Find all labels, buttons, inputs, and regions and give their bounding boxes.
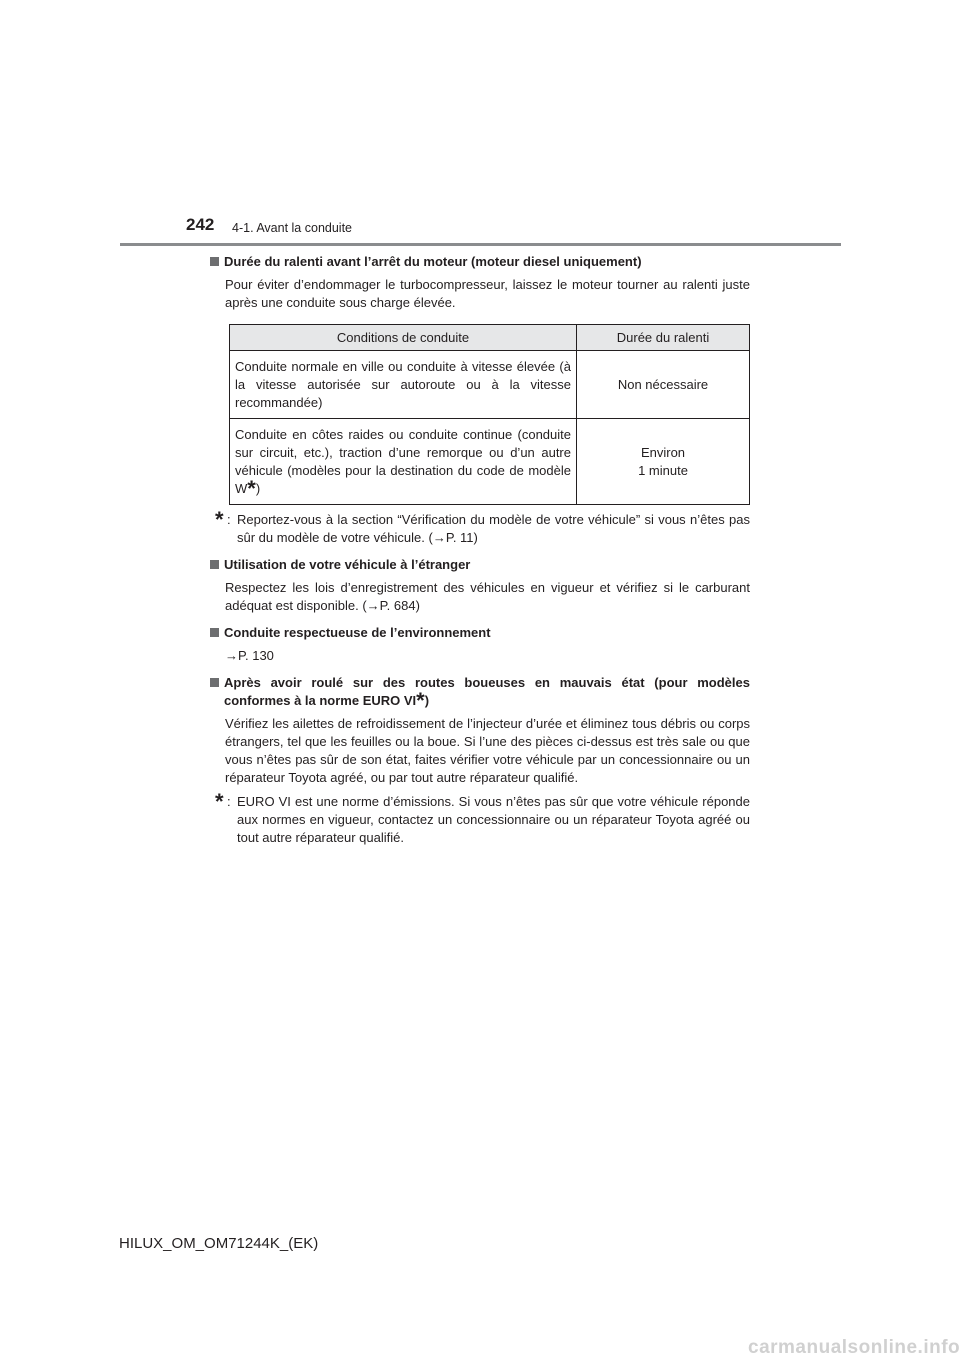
- idle-duration-table: [229, 324, 750, 505]
- footnote-star-icon: *: [215, 507, 224, 532]
- idle-paragraph: Pour éviter d’endommager le turbocompresseur, laissez le moteur tourner au ralenti juste après une conduite sous charge élevée.: [225, 277, 750, 310]
- footnote-text: Reportez-vous à la section “Vérification du modèle de votre véhicule” si vous n’êtes pas sûr du modèle de votre véhicule. (→P. 11): [237, 512, 750, 545]
- table-cell-condition: Conduite normale en ville ou conduite à vitesse élevée (à la vitesse autorisée sur autoroute ou à la vitesse recommandée): [230, 351, 577, 419]
- section-label: 4-1. Avant la conduite: [232, 221, 352, 235]
- square-bullet-icon: [210, 257, 219, 266]
- footnote-star-icon: *: [247, 476, 256, 501]
- heading-text: Après avoir roulé sur des routes boueuses en mauvais état (pour modèles conformes à la norme EURO VI: [224, 675, 750, 708]
- footnote-star-icon: *: [215, 789, 224, 814]
- table-header-duration: Durée du ralenti: [577, 325, 750, 351]
- footnote-star-icon: *: [416, 688, 425, 713]
- square-bullet-icon: [210, 678, 219, 687]
- heading-text: Durée du ralenti avant l’arrêt du moteur (moteur diesel uniquement): [224, 254, 642, 269]
- condition-text: Conduite en côtes raides ou conduite continue (conduite sur circuit, etc.), traction d’une remorque ou d’un autre véhicule (modèles pour la destination du code de modèle W: [235, 427, 571, 496]
- footnote-colon: :: [227, 794, 231, 809]
- header-rule: [120, 243, 841, 246]
- table-cell-duration: Non nécessaire: [577, 351, 750, 419]
- table-row: [230, 351, 750, 419]
- table-row: [230, 419, 750, 505]
- section-heading-eco: [210, 624, 750, 642]
- heading-text: Conduite respectueuse de l’environnement: [224, 625, 491, 640]
- section-heading-abroad: [210, 556, 750, 574]
- section-heading-muddy-roads: [210, 674, 750, 713]
- duration-line-1: Environ: [640, 444, 686, 460]
- square-bullet-icon: [210, 628, 219, 637]
- footnote-colon: :: [227, 512, 231, 527]
- section-heading-idle: [210, 253, 750, 271]
- table-header-conditions: Conditions de conduite: [230, 325, 577, 351]
- page-content: [210, 253, 750, 847]
- document-code: HILUX_OM_OM71244K_(EK): [119, 1235, 319, 1252]
- heading-text: Utilisation de votre véhicule à l’étranger: [224, 557, 471, 572]
- muddy-roads-paragraph: Vérifiez les ailettes de refroidissement de l’injecteur d’urée et éliminez tous débris ou corps étrangers, tel que les feuilles ou la boue. Si l’une des pièces ci-dessus est très sale ou que vous n’êtes pas sûr de son état, faites vérifier votre véhicule par un concessionnaire ou un réparateur Toyota agréé, ou par tout autre réparateur qualifié.: [225, 716, 750, 785]
- heading-text-wrap: [224, 674, 750, 713]
- page-number: 242: [186, 215, 215, 234]
- footnote-model: [215, 507, 750, 547]
- duration-line-2: 1 minute: [638, 462, 688, 478]
- heading-suffix: ): [424, 693, 430, 708]
- eco-page-reference: →P. 130: [225, 648, 274, 663]
- footnote-euro-vi: [215, 789, 750, 847]
- condition-suffix: ): [255, 481, 261, 496]
- abroad-paragraph: Respectez les lois d’enregistrement des véhicules en vigueur et vérifiez si le carburant adéquat est disponible. (→P. 684): [225, 580, 750, 613]
- watermark: carmanualsonline.info: [748, 1337, 960, 1358]
- footnote-text: EURO VI est une norme d’émissions. Si vous n’êtes pas sûr que votre véhicule réponde aux normes en vigueur, contactez un concessionnaire ou un réparateur Toyota agréé ou tout autre réparateur qualifié.: [237, 794, 750, 845]
- table-cell-condition: [230, 419, 577, 505]
- table-cell-duration: [577, 419, 750, 505]
- square-bullet-icon: [210, 560, 219, 569]
